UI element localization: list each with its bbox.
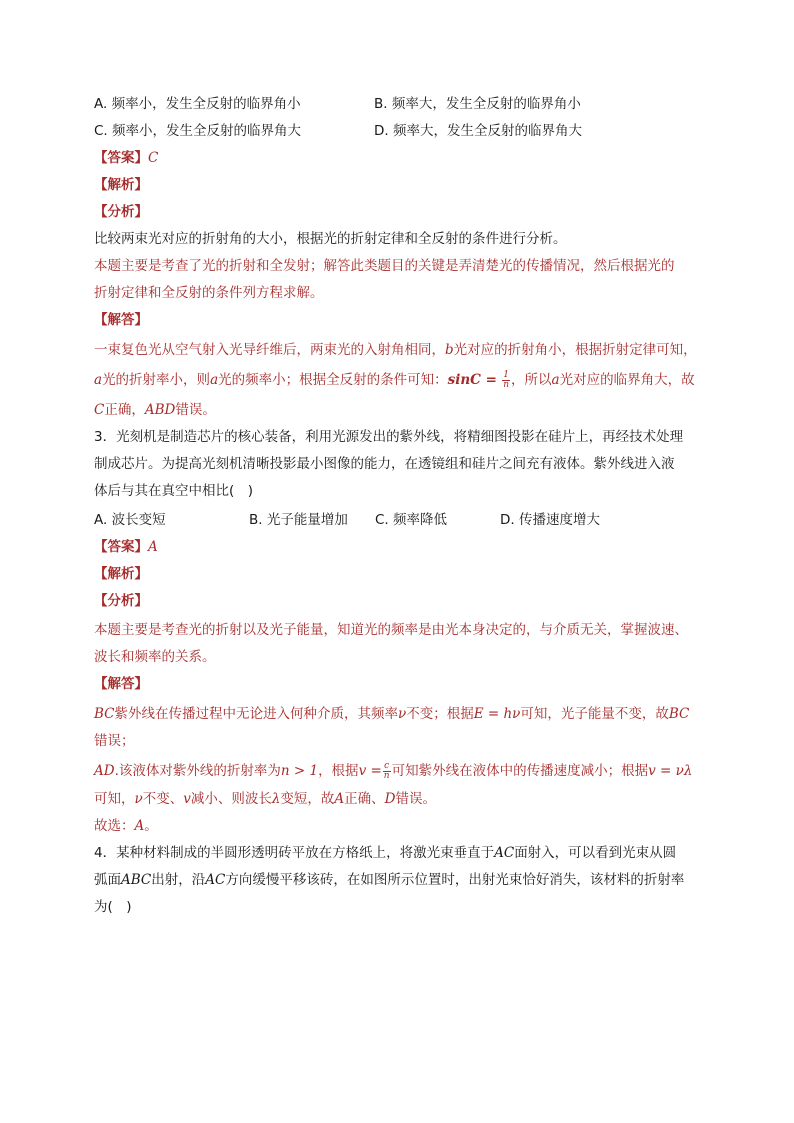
- q2-jieda-3: [94, 400, 714, 420]
- text: 光对应的临界角大，故: [559, 372, 695, 388]
- text: 错误。: [175, 402, 216, 418]
- fraction-1-n: [502, 371, 510, 390]
- q3-stem-2: 制成芯片。为提高光刻机清晰投影最小图像的能力，在透镜组和硅片之间充有液体。紫外线进入液: [94, 456, 675, 472]
- q3-stem-1: 3．光刻机是制造芯片的核心装备，利用光源发出的紫外线，将精细图投影在硅片上，再经技术处理: [94, 429, 684, 445]
- q2-jieda-2: [94, 370, 714, 390]
- text: 可知，光子能量不变，故: [520, 706, 669, 722]
- text: 面射入，可以看到光束从圆: [514, 845, 677, 861]
- q3-select: [94, 816, 714, 836]
- q3-fenxi-1: 本题主要是考查光的折射以及光子能量，知道光的频率是由光本身决定的，与介质无关，掌握波速、: [94, 622, 688, 638]
- math-bc: BC: [668, 706, 690, 722]
- q3-option-a[interactable]: A. 波长变短: [94, 512, 166, 528]
- math-lambda: λ: [271, 791, 281, 807]
- text: 出射，沿: [151, 872, 206, 888]
- math-ac: AC: [494, 845, 515, 861]
- q2-fenxi-tag: 【分析】: [94, 204, 148, 220]
- math-v: v: [183, 791, 191, 807]
- math-sinc: sinC =: [447, 372, 497, 388]
- q3-jieda-2: 错误；: [94, 733, 135, 749]
- text: 可知，: [94, 791, 135, 807]
- text: 光的折射率小，则: [102, 372, 211, 388]
- math-a: a: [210, 372, 219, 388]
- math-abd: ABD: [144, 402, 176, 418]
- math-nu: ν: [398, 706, 407, 722]
- text: 可知紫外线在液体中的传播速度减小；根据: [391, 763, 649, 779]
- math-a: A: [334, 791, 345, 807]
- text: 一束复色光从空气射入光导纤维后，两束光的入射角相同，: [94, 342, 445, 358]
- q4-stem-3: 为( ): [94, 899, 132, 915]
- answer-value: C: [148, 150, 159, 166]
- math-v-nu-lambda: v = νλ: [648, 763, 693, 779]
- text: ，所以: [511, 372, 552, 388]
- fraction-c-n: [383, 762, 391, 781]
- q3-fenxi-tag: 【分析】: [94, 593, 148, 609]
- q3-option-d[interactable]: D. 传播速度增大: [500, 512, 600, 528]
- math-bc: BC: [94, 706, 115, 722]
- text: ，根据: [318, 763, 359, 779]
- answer-value: A: [148, 539, 158, 555]
- q3-jieda-1: [94, 704, 714, 724]
- frac-num: c: [384, 760, 390, 771]
- q3-stem-3: 体后与其在真空中相比( ): [94, 483, 254, 499]
- q3-answer: [94, 537, 714, 557]
- frac-den: n: [503, 379, 510, 390]
- q2-option-c[interactable]: C. 频率小，发生全反射的临界角大: [94, 123, 302, 139]
- math-n-gt-1: n > 1: [280, 763, 319, 779]
- q2-jieda-tag: 【解答】: [94, 312, 148, 328]
- text: 减小、则波长: [190, 791, 272, 807]
- text: 不变、: [142, 791, 184, 807]
- math-a: a: [94, 372, 103, 388]
- math-d: D: [384, 791, 396, 807]
- frac-num: 1: [503, 369, 509, 380]
- answer-tag: 【答案】: [94, 150, 148, 166]
- q3-jieda-tag: 【解答】: [94, 676, 148, 692]
- text: 紫外线在传播过程中无论进入何种介质，其频率: [114, 706, 399, 722]
- math-ac: AC: [205, 872, 226, 888]
- text: 4．某种材料制成的半圆形透明砖平放在方格纸上，将激光束垂直于: [94, 845, 495, 861]
- text: 光对应的折射角小，根据折射定律可知，: [453, 342, 697, 358]
- q3-option-c[interactable]: C. 频率降低: [375, 512, 448, 528]
- text: 光的频率小；根据全反射的条件可知：: [218, 372, 448, 388]
- math-a: A: [134, 818, 145, 834]
- text: 故选：: [94, 818, 135, 834]
- q2-option-b[interactable]: B. 频率大，发生全反射的临界角小: [374, 96, 581, 112]
- q3-jiexi-tag: 【解析】: [94, 566, 148, 582]
- text: 变短，故: [280, 791, 335, 807]
- text: 方向缓慢平移该砖，在如图所示位置时，出射光束恰好消失，该材料的折射率: [225, 872, 685, 888]
- text: 。: [144, 818, 158, 834]
- q2-fenxi-2b: 折射定律和全反射的条件列方程求解。: [94, 285, 324, 301]
- math-e-hv: E = hν: [473, 706, 521, 722]
- q3-option-b[interactable]: B. 光子能量增加: [249, 512, 348, 528]
- text: .该液体对紫外线的折射率为: [114, 763, 281, 779]
- math-b: b: [445, 342, 454, 358]
- q2-option-d[interactable]: D. 频率大，发生全反射的临界角大: [374, 123, 582, 139]
- text: 正确、: [344, 791, 385, 807]
- math-ad: AD: [94, 763, 115, 779]
- frac-den: n: [383, 770, 390, 781]
- math-v-eq: v =: [358, 763, 382, 779]
- text: 正确，: [104, 402, 145, 418]
- q2-fenxi-2a: 本题主要是考查了光的折射和全发射；解答此类题目的关键是弄清楚光的传播情况，然后根据光的: [94, 258, 675, 274]
- math-c: C: [94, 402, 105, 418]
- q3-jieda-4: [94, 789, 714, 809]
- math-nu: ν: [134, 791, 143, 807]
- math-abc: ABC: [121, 872, 152, 888]
- q3-fenxi-2: 波长和频率的关系。: [94, 649, 216, 665]
- q2-fenxi-1: 比较两束光对应的折射角的大小，根据光的折射定律和全反射的条件进行分析。: [94, 231, 567, 247]
- text: 不变；根据: [406, 706, 474, 722]
- answer-tag: 【答案】: [94, 539, 148, 555]
- math-a: a: [551, 372, 560, 388]
- q3-jieda-3: [94, 761, 714, 781]
- q2-jiexi-tag: 【解析】: [94, 177, 148, 193]
- q2-option-a[interactable]: A. 频率小，发生全反射的临界角小: [94, 96, 301, 112]
- q2-answer: [94, 148, 714, 168]
- text: 弧面: [94, 872, 121, 888]
- q2-jieda-1: [94, 340, 714, 360]
- text: 错误。: [395, 791, 436, 807]
- q4-stem-2: [94, 870, 714, 890]
- q4-stem-1: [94, 843, 714, 863]
